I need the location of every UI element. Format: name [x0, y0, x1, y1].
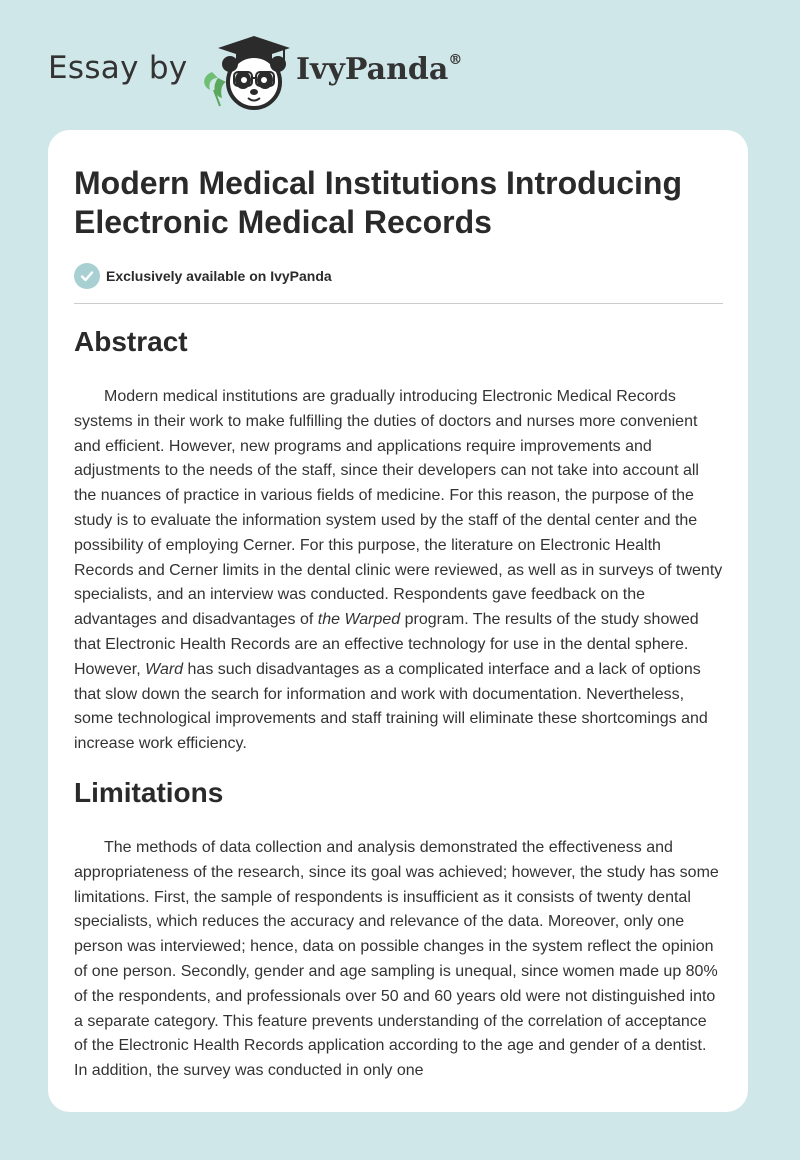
limitations-paragraph: The methods of data collection and analysis demonstrated the effectiveness and appropriateness of the research, since its goal was achieved; however, the study has some limitations. First, the sample of respondents is insufficient as it consists of twenty dental specialists, which reduces the accuracy and relevance of the data. Moreover, only one person was interviewed; hence, data on possible changes in the system reflect the opinion of one person. Secondly, gender and age sampling is unequal, since women made up 80% of the respondents, and professionals over 50 and 60 years old were not distinguished into a separate category. This feature prevents understanding of the correlation of acceptance of the Electronic Health Records application according to the age and gender of a dentist. In addition, the survey was conducted in only one [74, 839, 719, 1080]
abstract-italic-2: Ward [145, 660, 184, 678]
badge-label: Exclusively available on IvyPanda [106, 268, 332, 284]
section-heading-abstract: Abstract [74, 326, 188, 357]
divider [74, 303, 723, 304]
abstract-italic-1: the Warped [317, 611, 401, 629]
brand-name-text: IvyPanda [296, 52, 449, 87]
section-heading-limitations: Limitations [74, 777, 224, 808]
exclusive-badge [74, 263, 332, 289]
brand-name[interactable] [296, 52, 462, 87]
essay-card [48, 130, 748, 1112]
abstract-text-3: has such disadvantages as a complicated interface and a lack of options that slow down the search for information and work with documentation. Nevertheless, some technological improvements and staff training will eliminate these shortcomings and increase work efficiency. [74, 660, 708, 753]
page-title: Modern Medical Institutions Introducing Electronic Medical Records [74, 165, 682, 240]
abstract-paragraph [74, 385, 724, 757]
brand-prefix: Essay by [48, 50, 188, 86]
site-header [0, 0, 800, 130]
check-icon [74, 263, 100, 289]
abstract-text-2: program. The results of the study showed that Electronic Health Records are an effective technology for use in the dental sphere. However, [74, 611, 699, 678]
abstract-text-1: Modern medical institutions are gradually introducing Electronic Medical Records systems in their work to make fulfilling the duties of doctors and nurses more convenient and efficient. However, new programs and applications require improvements and adjustments to the needs of the staff, since their developers can not take into account all the nuances of practice in various fields of medicine. For this reason, the purpose of the study is to evaluate the information system used by the staff of the dental center and the possibility of employing Cerner. For this purpose, the literature on Electronic Health Records and Cerner limits in the dental clinic were reviewed, as well as in surveys of twenty specialists, and an interview was conducted. Respondents gave feedback on the advantages and disadvantages of [74, 388, 723, 629]
panda-logo-icon[interactable] [198, 32, 294, 112]
registered-mark: ® [448, 52, 463, 68]
